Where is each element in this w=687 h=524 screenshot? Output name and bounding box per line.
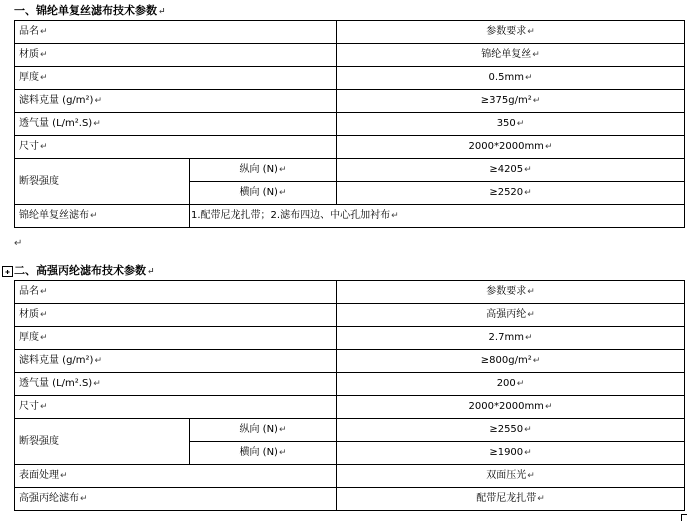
row-value: 2000*2000mm↵ — [337, 396, 685, 419]
row-value: 350↵ — [337, 113, 685, 136]
row-value: 高强丙纶↵ — [337, 304, 685, 327]
row-value: 200↵ — [337, 373, 685, 396]
row-name: 材质↵ — [15, 304, 337, 327]
row-value: 2.7mm↵ — [337, 327, 685, 350]
strength-sub-value: ≥1900↵ — [337, 442, 685, 465]
table-row — [15, 419, 685, 442]
strength-sub-name: 纵向 (N)↵ — [190, 419, 337, 442]
table-row — [15, 488, 685, 511]
section2-table — [14, 280, 685, 511]
row-name: 尺寸↵ — [15, 136, 337, 159]
strength-sub-name: 纵向 (N)↵ — [190, 159, 337, 182]
strength-sub-name: 横向 (N)↵ — [190, 442, 337, 465]
row-name: 锦纶单复丝滤布↵ — [15, 205, 190, 228]
table-row — [15, 304, 685, 327]
table-row — [15, 396, 685, 419]
table-row — [15, 44, 685, 67]
row-name: 材质↵ — [15, 44, 337, 67]
strength-sub-value: ≥2520↵ — [337, 182, 685, 205]
row-name: 表面处理↵ — [15, 465, 337, 488]
strength-sub-value: ≥2550↵ — [337, 419, 685, 442]
table-row — [15, 373, 685, 396]
row-value: ≥800g/m²↵ — [337, 350, 685, 373]
section1-heading: 一、锦纶单复丝滤布技术参数↵ — [14, 4, 166, 17]
header-name-cell: 品名↵ — [15, 21, 337, 44]
table-row — [15, 136, 685, 159]
table-row — [15, 205, 685, 228]
strength-sub-value: ≥4205↵ — [337, 159, 685, 182]
row-name: 厚度↵ — [15, 67, 337, 90]
table-resize-handle[interactable] — [681, 514, 687, 521]
table-row — [15, 159, 685, 182]
header-name-cell: 品名↵ — [15, 281, 337, 304]
row-name: 高强丙纶滤布↵ — [15, 488, 337, 511]
row-value: 锦纶单复丝↵ — [337, 44, 685, 67]
table-row — [15, 21, 685, 44]
table-row — [15, 327, 685, 350]
row-value: 配带尼龙扎带↵ — [337, 488, 685, 511]
row-value: 0.5mm↵ — [337, 67, 685, 90]
table-row — [15, 67, 685, 90]
row-name: 厚度↵ — [15, 327, 337, 350]
row-value: ≥375g/m²↵ — [337, 90, 685, 113]
table-row — [15, 281, 685, 304]
table-row — [15, 350, 685, 373]
table-row — [15, 90, 685, 113]
section2-heading: 二、高强丙纶滤布技术参数↵ — [14, 264, 155, 277]
row-value: 1.配带尼龙扎带；2.滤布四边、中心孔加衬布↵ — [190, 205, 685, 228]
row-value: 双面压光↵ — [337, 465, 685, 488]
table-move-handle-icon[interactable]: ✚ — [2, 266, 13, 277]
row-value: 2000*2000mm↵ — [337, 136, 685, 159]
strength-label: 断裂强度 — [15, 419, 190, 465]
table-row — [15, 113, 685, 136]
header-req-cell: 参数要求↵ — [337, 281, 685, 304]
row-name: 尺寸↵ — [15, 396, 337, 419]
strength-sub-name: 横向 (N)↵ — [190, 182, 337, 205]
section1-table — [14, 20, 685, 228]
header-req-cell: 参数要求↵ — [337, 21, 685, 44]
paragraph-mark: ↵ — [14, 238, 23, 249]
strength-label: 断裂强度 — [15, 159, 190, 205]
row-name: 透气量 (L/m².S)↵ — [15, 113, 337, 136]
row-name: 滤料克量 (g/m²)↵ — [15, 350, 337, 373]
row-name: 滤料克量 (g/m²)↵ — [15, 90, 337, 113]
row-name: 透气量 (L/m².S)↵ — [15, 373, 337, 396]
table-row — [15, 465, 685, 488]
